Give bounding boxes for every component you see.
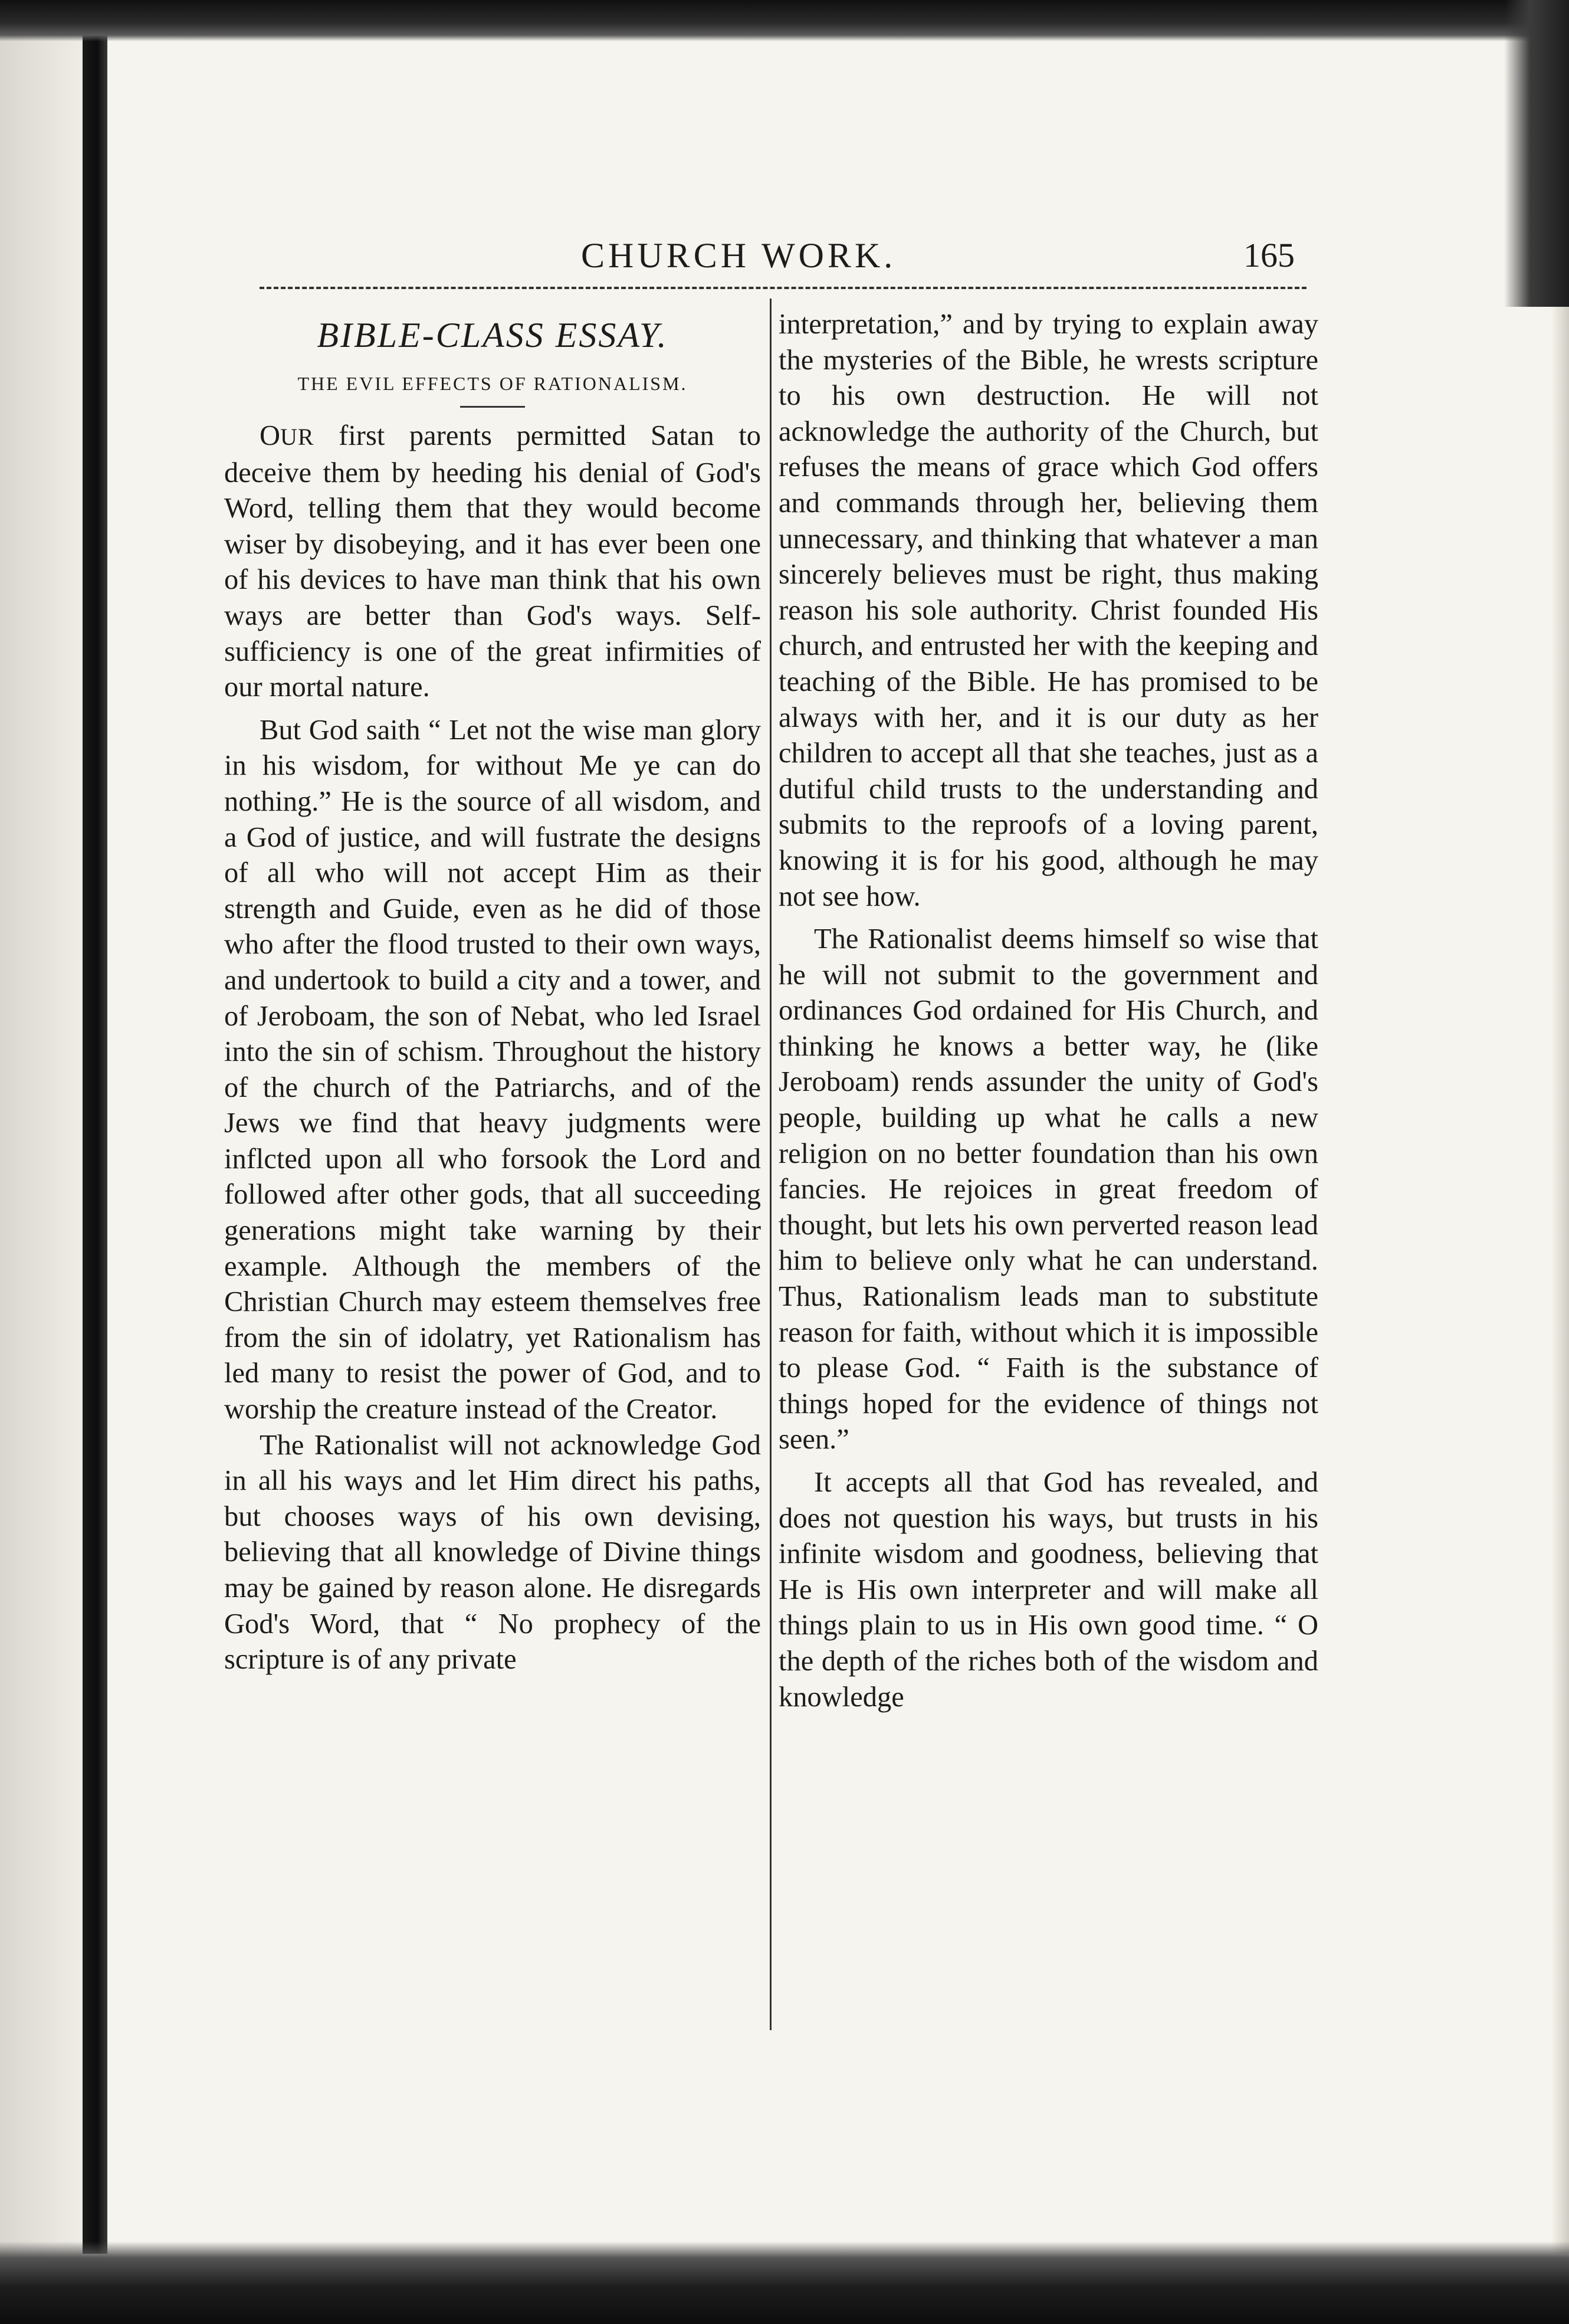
small-caps-lead: UR: [280, 424, 314, 450]
paragraph-4: interpretation,” and by trying to explain away the mysteries of the Bible, he wrests scripture to his own destruction. He will not acknowledge the authority of the Church, but refuses the means of grace which God offers and commands through her, believing them unnecessary, and thinking that whatever a man sincerely believes must be right, thus making reason his sole authority. Christ founded His church, and entrusted her with the keeping and teaching of the Bible. He has promised to be always with her, and it is our duty as her children to accept all that she teaches, just as a dutiful child trusts to the understanding and submits to the reproofs of a loving parent, knowing it is for his good, although he may not see how.: [779, 309, 1318, 912]
right-column: [779, 307, 1318, 1715]
paragraph-2: But God saith “ Let not the wise man glory in his wisdom, for without Me ye can do nothing.” He is the source of all wisdom, and a God of justice, and will fustrate the designs of all who will not accept Him as their strength and Guide, even as he did of those who after the flood trusted to their own ways, and undertook to build a city and a tower, and of Jeroboam, the son of Nebat, who led Israel into the sin of schism. Throughout the history of the church of the Patriarchs, and of the Jews we find that heavy judgments were inflcted upon all who forsook the Lord and followed after other gods, that all succeeding generations might take warning by their example. Although the members of the Christian Church may esteem themselves free from the sin of idolatry, yet Rationalism has led many to resist the power of God, and to worship the creature instead of the Creator.: [224, 714, 761, 1425]
book-spine-edge: [83, 35, 107, 2254]
left-column: [224, 307, 761, 1678]
drop-cap: O: [260, 420, 281, 451]
column-divider: [770, 299, 772, 2030]
paragraph-1-text: first parents permitted Satan to deceive them by heeding his denial of God's Word, telling them that they would become wiser by disobeying, and it has ever been one of his devices to have man think that his own ways are better than God's ways. Self-sufficiency is one of the great infirmities of our mortal nature.: [224, 420, 761, 703]
scan-top-edge: [0, 0, 1569, 41]
subtitle-rule: [460, 406, 525, 408]
paragraph-6: It accepts all that God has revealed, and does not question his ways, but trusts in his infinite wisdom and goodness, believing that He is His own interpreter and will make all things plain to us in His own good time. “ O the depth of the riches both of the wisdom and knowledge: [779, 1467, 1318, 1713]
paragraph-5: The Rationalist deems himself so wise that he will not submit to the government and ordinances God ordained for His Church, and thinking he knows a better way, he (like Jeroboam) rends assunder the unity of God's people, building up what he calls a new religion on no better foundation than his own fancies. He rejoices in great freedom of thought, but lets his own perverted reason lead him to believe only what he can understand. Thus, Rationalism leads man to substitute reason for faith, without which it is impossible to please God. “ Faith is the substance of things hoped for the evidence of things not seen.”: [779, 923, 1318, 1456]
paragraph-3: The Rationalist will not acknowledge God in all his ways and let Him direct his paths, but chooses ways of his own devising, believing that all knowledge of Divine things may be gained by reason alone. He disregards God's Word, that “ No prophecy of the scripture is of any private: [224, 1429, 761, 1676]
page-number: 165: [1243, 236, 1295, 274]
scan-bottom-edge: [0, 2241, 1569, 2324]
running-head: [0, 235, 1569, 276]
essay-title: BIBLE-CLASS ESSAY.: [317, 316, 668, 355]
header-rule: [260, 287, 1307, 289]
running-title: CHURCH WORK.: [581, 236, 897, 275]
paragraph-1: [224, 418, 761, 706]
essay-subtitle: THE EVIL EFFECTS OF RATIONALISM.: [297, 373, 688, 394]
scan-right-edge: [1551, 307, 1569, 2254]
